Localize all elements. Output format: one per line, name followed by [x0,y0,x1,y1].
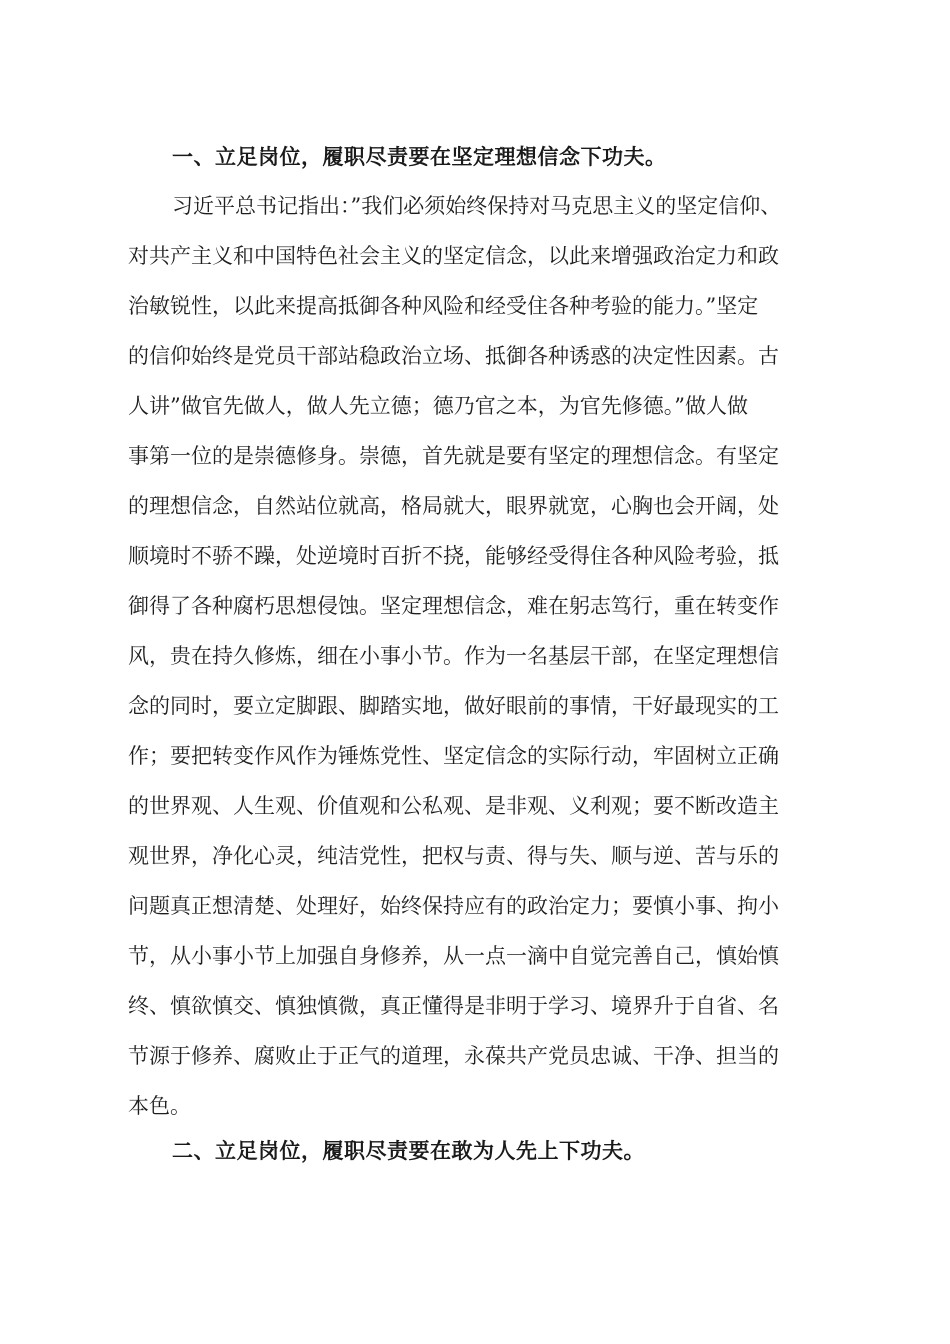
section-1-heading: 一、立足岗位，履职尽责要在坚定理想信念下功夫。 [172,144,667,169]
paragraph-line: 御得了各种腐朽思想侵蚀。坚定理想信念，难在躬志笃行，重在转变作 [128,594,779,618]
paragraph-line: 观世界，净化心灵，纯洁党性，把权与责、得与失、顺与逆、苦与乐的 [128,844,779,868]
section-2-heading: 二、立足岗位，履职尽责要在敢为人先上下功夫。 [172,1138,645,1163]
paragraph-line: 的信仰始终是党员干部站稳政治立场、抵御各种诱惑的决定性因素。古 [128,344,779,368]
paragraph-line: 顺境时不骄不躁，处逆境时百折不挠，能够经受得住各种风险考验，抵 [128,544,779,568]
paragraph-line: 治敏锐性，以此来提高抵御各种风险和经受住各种考验的能力。”坚定 [128,294,759,318]
paragraph-line: 人讲”做官先做人，做人先立德；德乃官之本，为官先修德。”做人做 [128,394,748,418]
paragraph-line: 节，从小事小节上加强自身修养，从一点一滴中自觉完善自己，慎始慎 [128,944,779,968]
paragraph-line: 本色。 [128,1094,191,1118]
paragraph-line: 作；要把转变作风作为锤炼党性、坚定信念的实际行动，牢固树立正确 [128,744,779,768]
paragraph-line: 事第一位的是崇德修身。崇德，首先就是要有坚定的理想信念。有坚定 [128,444,779,468]
paragraph-line: 节源于修养、腐败止于正气的道理，永葆共产党员忠诚、干净、担当的 [128,1044,779,1068]
paragraph-line: 的世界观、人生观、价值观和公私观、是非观、义利观；要不断改造主 [128,794,779,818]
paragraph-line: 对共产主义和中国特色社会主义的坚定信念，以此来增强政治定力和政 [128,244,779,268]
paragraph-line: 习近平总书记指出：”我们必须始终保持对马克思主义的坚定信仰、 [172,194,782,218]
paragraph-line: 念的同时，要立定脚跟、脚踏实地，做好眼前的事情，干好最现实的工 [128,694,779,718]
paragraph-line: 的理想信念，自然站位就高，格局就大，眼界就宽，心胸也会开阔，处 [128,494,779,518]
paragraph-line: 风，贵在持久修炼，细在小事小节。作为一名基层干部，在坚定理想信 [128,644,779,668]
paragraph-line: 终、慎欲慎交、慎独慎微，真正懂得是非明于学习、境界升于自省、名 [128,994,779,1018]
paragraph-line: 问题真正想清楚、处理好，始终保持应有的政治定力；要慎小事、拘小 [128,894,779,918]
